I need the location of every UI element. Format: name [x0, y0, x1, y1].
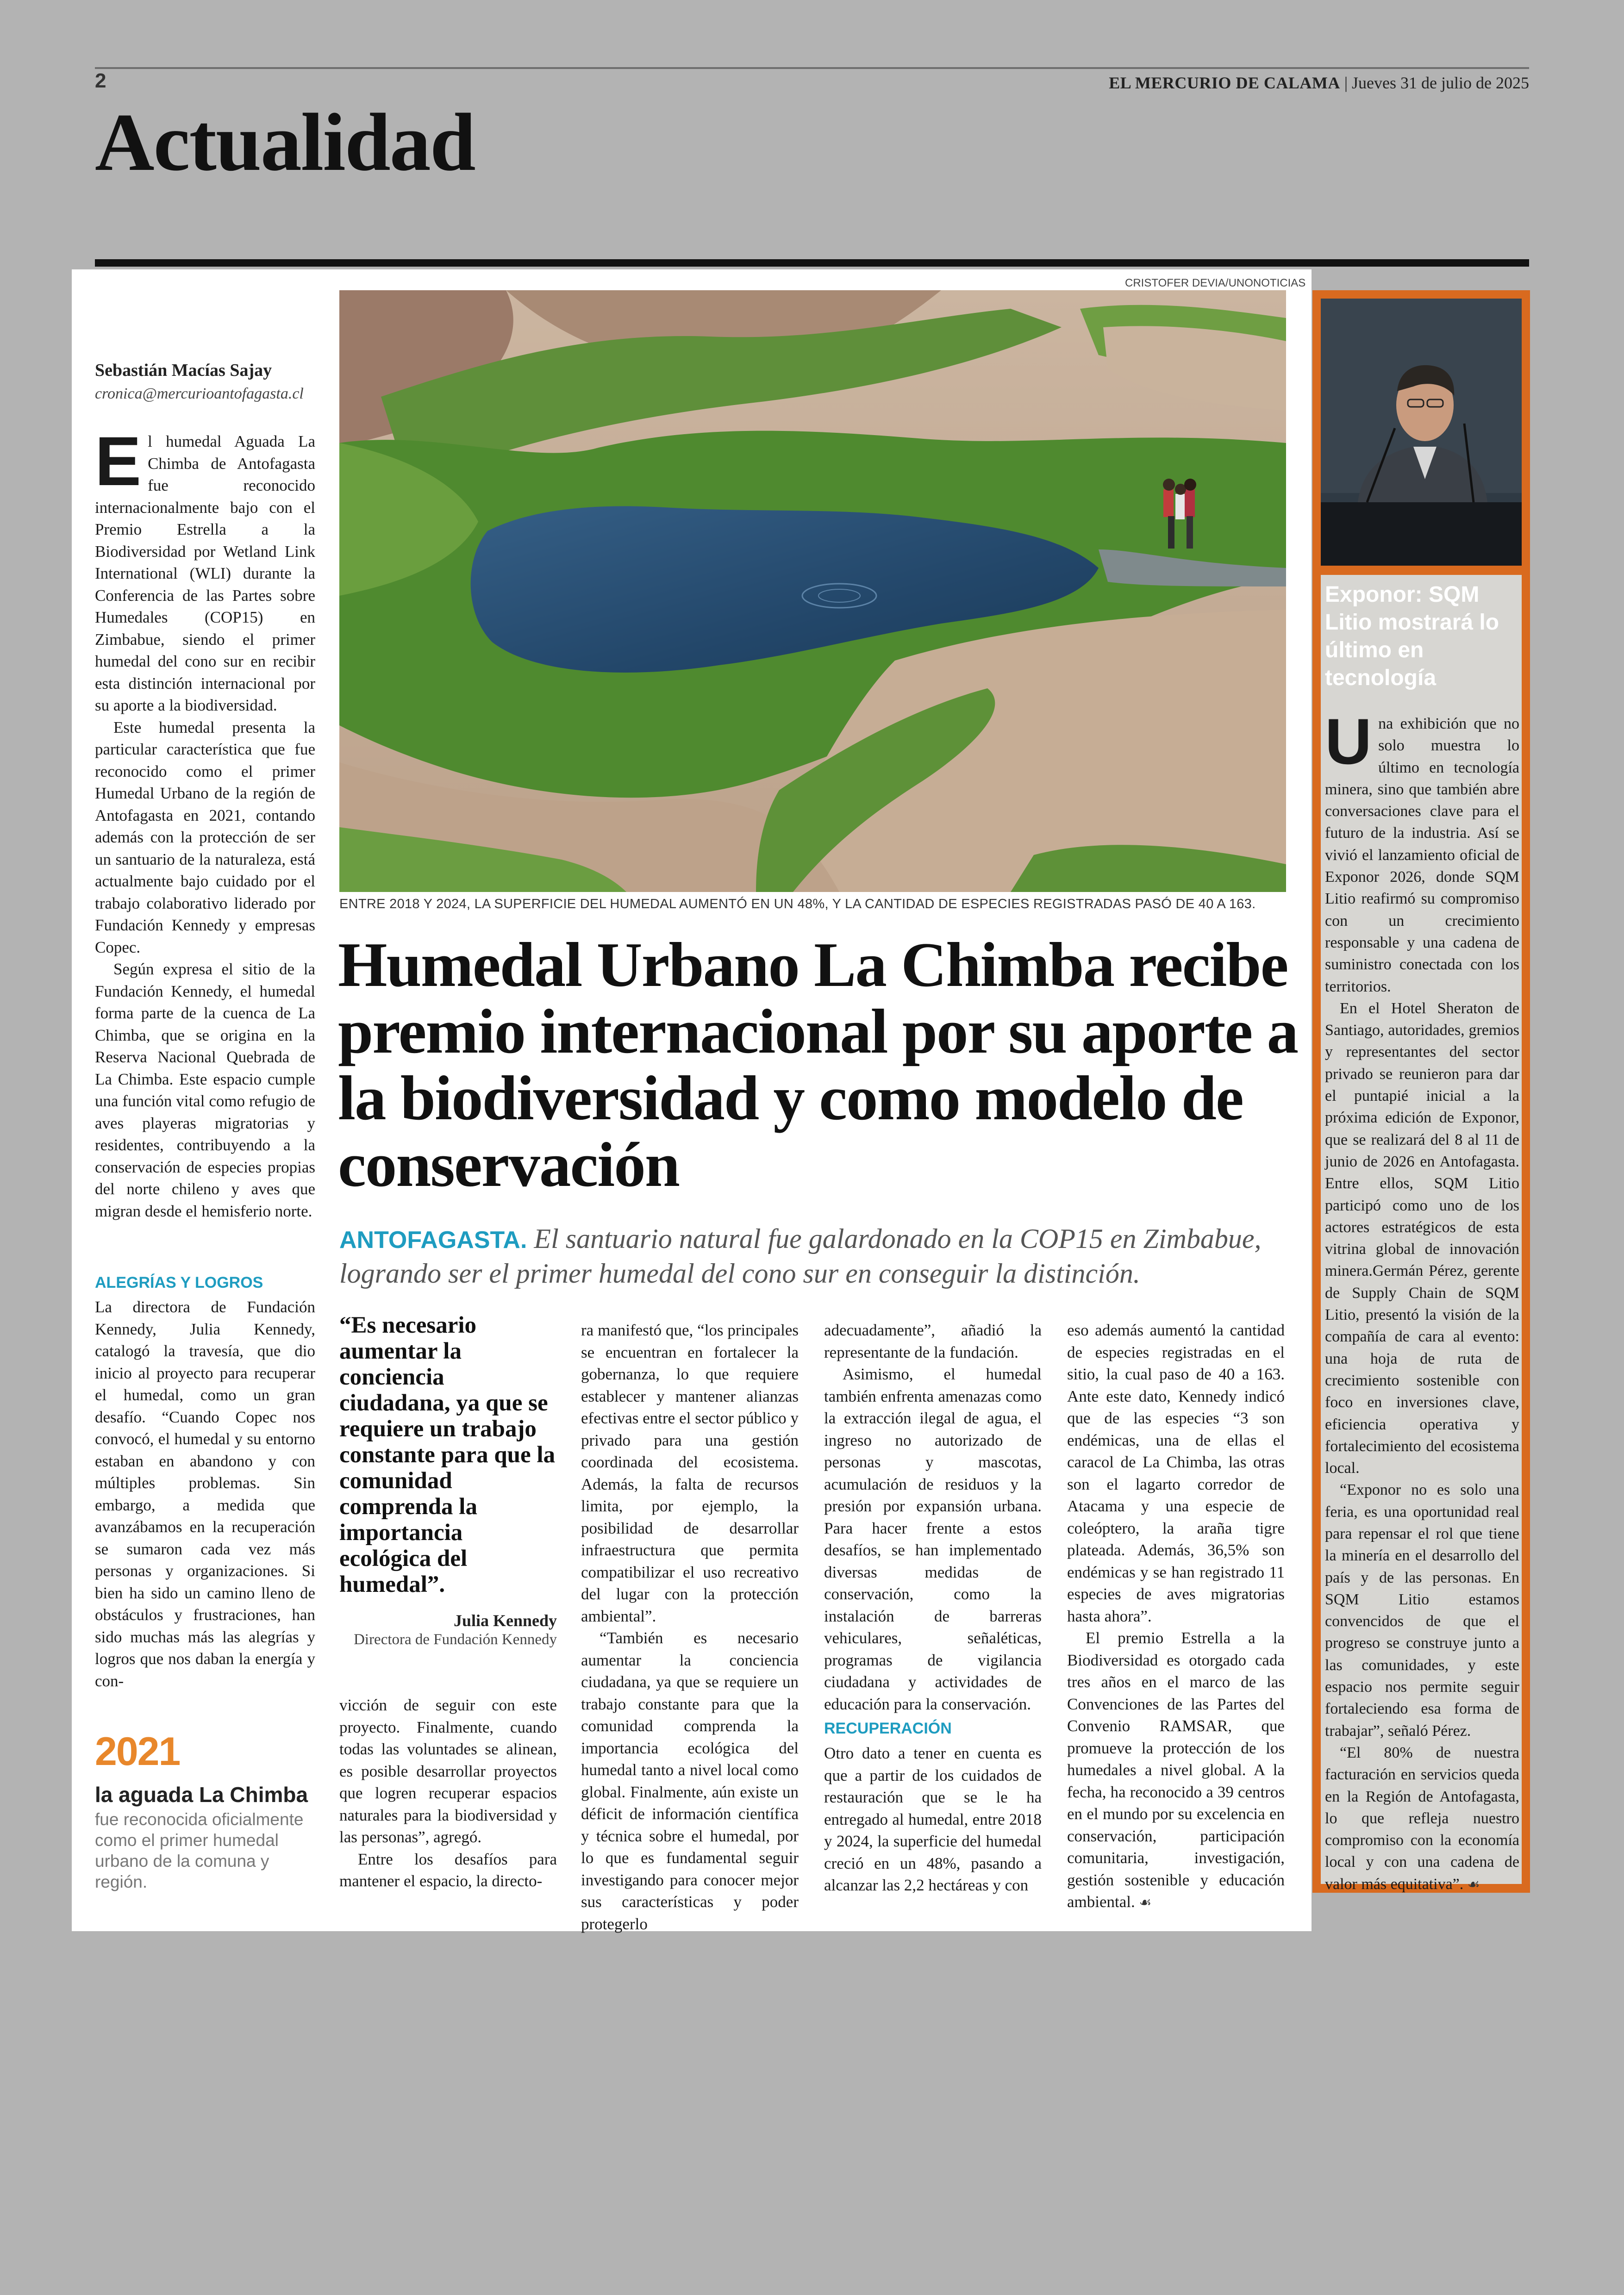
- speaker-photo: [1321, 299, 1522, 566]
- author-name: Sebastián Macías Sajay: [95, 361, 272, 380]
- column-4-lower: [824, 1742, 1042, 1902]
- body-paragraph: Entre los desafíos para mantener el espacio, la directo-: [339, 1850, 557, 1890]
- quote-role: Directora de Fundación Kennedy: [354, 1631, 557, 1648]
- body-paragraph: La directora de Fundación Kennedy, Julia Kennedy, catalogó la travesía, que dio inicio al proyecto para recuperar el humedal, como un gran desafío. “Cuando Copec nos convocó, el humedal y su entorno estaban en abandono y con múltiples problemas. Sin embargo, a medida que avanzábamos en la recuperación se sumaron cada vez más personas y organizaciones. Si bien ha sido un camino lleno de obstáculos y frustraciones, han sido muchas más las alegrías y logros que nos daban la energía y con-: [95, 1298, 315, 1690]
- sidebar-paragraph: “El 80% de nuestra facturación en servicios queda en la Región de Antofagasta, lo que refleja nuestro compromiso con la economía local y con una cadena de valor más equitativa”. ☙: [1325, 1744, 1519, 1893]
- body-paragraph: Según expresa el sitio de la Fundación Kennedy, el humedal forma parte de la cuenca de La Chimba, que se origina en la Reserva Nacional Quebrada de La Chimba. Este espacio cumple una función vital como refugio de aves playeras migratorias y residentes, contribuyendo a la conservación de especies propias del norte chileno y aves que migran desde el hemisferio norte.: [95, 960, 315, 1220]
- column-2-lower: [339, 1694, 557, 1902]
- stat-description: fue reconocida oficialmente como el primer humedal urbano de la comuna y región.: [95, 1810, 304, 1891]
- drop-cap: E: [95, 422, 142, 500]
- headline: Humedal Urbano La Chimba recibe premio internacional por su aporte a la biodiversidad y como modelo de conservación: [338, 929, 1298, 1200]
- end-mark-icon: ☙: [1139, 1895, 1152, 1911]
- column-5-text: [1067, 1319, 1285, 1911]
- author-email: cronica@mercurioantofagasta.cl: [95, 385, 304, 402]
- sidebar-drop-cap: U: [1325, 705, 1372, 778]
- quote-author: Julia Kennedy: [453, 1611, 557, 1630]
- body-paragraph: Asimismo, el humedal también enfrenta amenazas como la extracción ilegal de agua, el ingreso no autorizado de personas y mascotas, acumulación de residuos y la presión por expansión urbana. Para hacer frente a estos desafíos, se han implementado diversas medidas de conservación, como la instalación de barreras vehiculares, señaléticas, programas de vigilancia ciudadana y actividades de educación para la conservación.: [824, 1365, 1042, 1713]
- sidebar-title: Exponor: SQM Litio mostrará lo último en tecnología: [1325, 582, 1499, 690]
- sidebar-end-mark-icon: ☙: [1467, 1876, 1480, 1893]
- pull-quote: “Es necesario aumentar la conciencia ciudadana, ya que se requiere un trabajo constante para que la comunidad comprenda la importancia ecológica del humedal”.: [339, 1312, 556, 1597]
- subheading-recuperacion: RECUPERACIÓN: [824, 1720, 952, 1737]
- issue-date: Jueves 31 de julio de 2025: [1352, 74, 1529, 92]
- body-paragraph: ra manifestó que, “los principales se encuentran en fortalecer la gobernanza, lo que requiere establecer y mantener alianzas efectivas entre el sector público y privado para una gestión coordinada del ecosistema. Además, la falta de recursos limita, por ejemplo, la posibilidad de desarrollar infraestructura que permita compatibilizar el uso recreativo del lugar con la protección ambiental”.: [581, 1321, 799, 1625]
- column-3-text: [581, 1319, 799, 1933]
- page-number: 2: [95, 69, 106, 92]
- body-paragraph: Este humedal presenta la particular característica que fue reconocido como el primer Humedal Urbano de la región de Antofagasta en 2021, contando además con la protección de ser un santuario de la naturaleza, está actualmente bajo cuidado por el trabajo colaborativo liderado por Fundación Kennedy y empresas Copec.: [95, 718, 315, 956]
- wetland-photo: [339, 290, 1286, 892]
- photo-caption: ENTRE 2018 Y 2024, LA SUPERFICIE DEL HUMEDAL AUMENTÓ EN UN 48%, Y LA CANTIDAD DE ESPECIES REGISTRADAS PASÓ DE 40 A 163.: [339, 897, 1256, 911]
- sidebar-text: [1325, 705, 1519, 1893]
- body-paragraph: El premio Estrella a la Biodiversidad es otorgado cada tres años en el marco de las Convenciones de las Partes del Convenio RAMSAR, que promueve la protección de los humedales a nivel global. A la fecha, ha reconocido a 39 centros en el mundo por su excelencia en conservación, participación comunitaria, investigación, gestión sostenible y educación ambiental. ☙: [1067, 1629, 1285, 1911]
- body-paragraph: vicción de seguir con este proyecto. Finalmente, cuando todas las voluntades se alinean, es posible desarrollar proyectos que logren recuperar espacios naturales para la biodiversidad y las personas”, agregó.: [339, 1696, 557, 1846]
- masthead: EL MERCURIO DE CALAMA | Jueves 31 de julio de 2025: [1109, 74, 1529, 92]
- header-rule: [95, 67, 1529, 69]
- byline: [95, 360, 317, 403]
- left-column-text: [95, 422, 315, 1278]
- stat-title: la aguada La Chimba: [95, 1783, 308, 1807]
- deck: [339, 1222, 1298, 1290]
- body-paragraph: adecuadamente”, añadió la representante de la fundación.: [824, 1321, 1042, 1361]
- sidebar-paragraph: En el Hotel Sheraton de Santiago, autoridades, gremios y representantes del sector privado se reunieron para dar el puntapié inicial a la próxima edición de Exponor, que se realizará del 8 al 11 de junio de 2026 en Antofagasta. Entre ellos, SQM Litio participó como uno de los actores estratégicos de esta vitrina global de innovación minera.Germán Pérez, gerente de Supply Chain de SQM Litio, presentó la visión de la compañía de cara al evento: una hoja de ruta de crecimiento sostenible con foco en inversiones clave, eficiencia operativa y fortalecimiento del ecosistema local.: [1325, 999, 1519, 1477]
- body-paragraph: eso además aumentó la cantidad de especies registradas en el sitio, la cual paso de 40 a 163. Ante este dato, Kennedy indicó que de las especies “3 son endémicas, una de ellas el caracol de La Chimba, las otras son el lagarto corredor de Atacama y una especie de coleóptero, la araña tigre plateada. Además, 36,5% son endémicas y se han registrado 11 especies de aves migratorias hasta ahora”.: [1067, 1321, 1285, 1625]
- sidebar-paragraph: “Exponor no es solo una feria, es una oportunidad real para repensar el rol que tiene la minería en el desarrollo del país y de las personas. En SQM Litio estamos convencidos de que el progreso se construye junto a las comunidades, y este espacio nos permite seguir fortaleciendo esa forma de trabajar”, señaló Pérez.: [1325, 1481, 1519, 1740]
- deck-location: ANTOFAGASTA.: [339, 1227, 527, 1254]
- lead-paragraph: El humedal Aguada La Chimba de Antofagasta fue reconocido internacionalmente bajo con el Premio Estrella a la Biodiversidad por Wetland Link International (WLI) durante la Conferencia de las Partes sobre Humedales (COP15) en Zimbabue, siendo el primer humedal del cono sur en recibir esta distinción internacional por su aporte a la biodiversidad.: [95, 422, 315, 714]
- subheading-alegrias: ALEGRÍAS Y LOGROS: [95, 1274, 263, 1291]
- sidebar-lead-paragraph: Una exhibición que no solo muestra lo último en tecnología minera, sino que también abre conversaciones clave para el futuro de la industria. Así se vivió el lanzamiento oficial de Exponor 2026, donde SQM Litio reafirmó su compromiso con un crecimiento responsable y una cadena de suministro conectada con los territorios.: [1325, 705, 1519, 995]
- newspaper-name: EL MERCURIO DE CALAMA: [1109, 74, 1340, 92]
- section-title: Actualidad: [95, 96, 475, 188]
- section-rule: [95, 259, 1529, 267]
- photo-credit: CRISTOFER DEVIA/UNONOTICIAS: [1125, 277, 1306, 289]
- deck-text: El santuario natural fue galardonado en la COP15 en Zimbabue, logrando ser el primer humedal del cono sur en conseguir la distinción.: [339, 1223, 1262, 1289]
- body-paragraph: Otro dato a tener en cuenta es que a partir de los cuidados de restauración que se le ha entregado al humedal, entre 2018 y 2024, la superficie del humedal creció en un 48%, pasando a alcanzar las 2,2 hectáreas y con: [824, 1744, 1042, 1894]
- stat-year: 2021: [95, 1729, 180, 1774]
- body-paragraph: “También es necesario aumentar la conciencia ciudadana, ya que se requiere un trabajo constante para que la comunidad comprenda la importancia ecológica del humedal tanto a nivel local como global. Finalmente, aún existe un déficit de información científica y técnica sobre el humedal, por lo que es fundamental seguir investigando para conocer mejor sus características y poder protegerlo: [581, 1629, 799, 1933]
- column-4-text: [824, 1319, 1042, 1717]
